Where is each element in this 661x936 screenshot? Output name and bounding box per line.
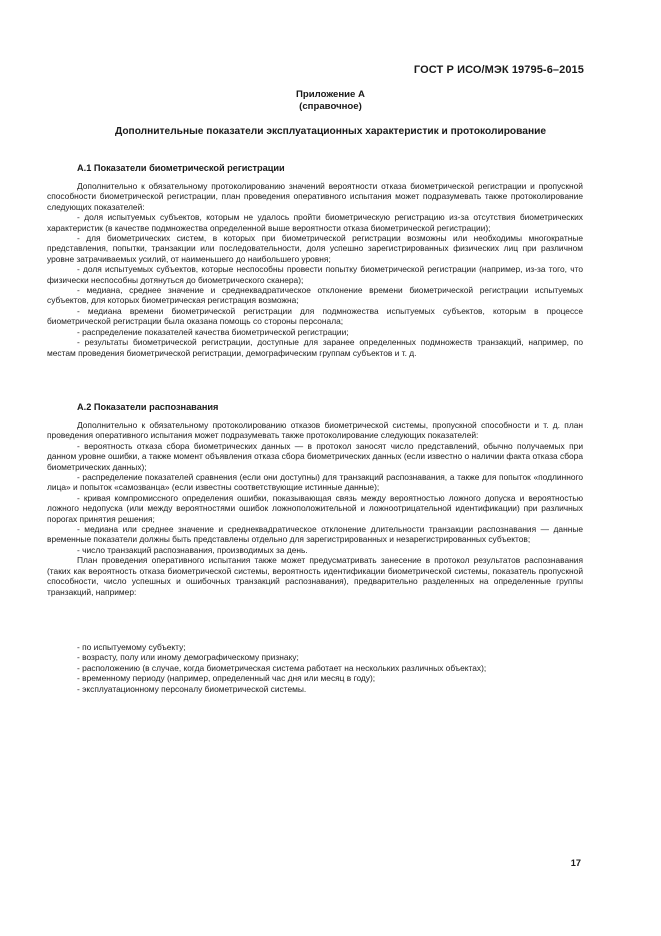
paragraph: - доля испытуемых субъектов, которые неспособны провести попытку биометрической регистрации (например, из-за того, что физически неспособны дотянуться до биометрического сканера); — [47, 264, 583, 285]
document-id: ГОСТ Р ИСО/МЭК 19795-6–2015 — [413, 64, 584, 76]
paragraph: - для биометрических систем, в которых при биометрической регистрации возможны или необходимы многократные представления, попытки, транзакции или последовательности, доля успешно зарегистрированных физических лиц при различном уровне затрачиваемых усилий, от наименьшего до наибольшего уровня; — [47, 233, 583, 264]
annex-type: (справочное) — [299, 101, 362, 112]
paragraph: - число транзакций распознавания, производимых за день. — [77, 544, 308, 555]
annex-title: Приложение А — [296, 89, 365, 100]
list-item: - временному периоду (например, определенный час дня или месяц в году); — [77, 673, 376, 684]
page-number: 17 — [570, 858, 581, 868]
paragraph: - медиана или среднее значение и среднеквадратическое отклонение длительности транзакции распознавания — данные временные показатели должны быть представлены отдельно для зарегистрированных и незарегистрированных субъектов; — [47, 524, 583, 545]
list-item: - по испытуемому субъекту; — [77, 642, 186, 652]
paragraph: - кривая компромиссного определения ошибки, показывающая связь между вероятностью ложного допуска и вероятностью ложного недопуска (или между вероятностями ошибок ложноположительной и ложноотрицательной идентификации) при различных порогах принятия решения; — [47, 492, 583, 524]
paragraph: План проведения оперативного испытания также может предусматривать занесение в протокол результатов распознавания (таких как вероятность отказа биометрической системы, вероятность идентификации биометрической системы, показатель пропускной способности, число успешных и ошибочных транзакций распознавания), предварительно разделенных на определенные группы транзакций, например: — [47, 555, 583, 597]
paragraph: - вероятность отказа сбора биометрических данных — в протокол заносят число представлений, обычно получаемых при данном уровне ошибки, а также момент объявления отказа сбора биометрических данных (если известно о наличии факта отказа сбора биометрических данных); — [47, 440, 583, 472]
section-a1-body — [47, 181, 583, 358]
main-title: Дополнительные показатели эксплуатационных характеристик и протоколирование — [114, 126, 547, 137]
list-item: - расположению (в случае, когда биометрическая система работает на нескольких различных объектах); — [77, 662, 487, 673]
list-item: - возрасту, полу или иному демографическому признаку; — [77, 652, 299, 663]
paragraph: Дополнительно к обязательному протоколированию отказов биометрической системы, пропускной способности и т. д. план проведения оперативного испытания может подразумевать также протоколирование следующих показателей: — [47, 420, 583, 441]
paragraph: Дополнительно к обязательному протоколированию значений вероятности отказа биометрической регистрации и пропускной способности биометрической регистрации, план проведения оперативного испытания может подразумевать также протоколирование следующих показателей: — [47, 181, 583, 212]
paragraph: - результаты биометрической регистрации, доступные для заранее определенных подмножеств транзакций, например, по местам проведения биометрической регистрации, демографическим группам субъектов и т. д. — [47, 337, 583, 358]
section-heading-a2: А.2 Показатели распознавания — [77, 402, 219, 412]
grouping-list — [77, 642, 583, 694]
paragraph: - распределение показателей качества биометрической регистрации; — [77, 326, 349, 337]
list-item: - эксплуатационному персоналу биометрической системы. — [77, 683, 307, 694]
section-a2-body — [47, 420, 583, 597]
section-heading-a1: А.1 Показатели биометрической регистрации — [77, 163, 285, 173]
paragraph: - медиана, среднее значение и среднеквадратическое отклонение времени биометрической регистрации испытуемых субъектов, для которых биометрическая регистрация возможна; — [47, 285, 583, 306]
paragraph: - доля испытуемых субъектов, которым не удалось пройти биометрическую регистрацию из-за отсутствия биометрических характеристик (в качестве подмножества определенной выше вероятности отказа биометрической регистрации); — [47, 212, 583, 233]
paragraph: - распределение показателей сравнения (если они доступны) для транзакций распознавания, а также для попыток «подлинного лица» и попыток «самозванца» (если известны соответствующие истинные данные); — [47, 472, 583, 493]
paragraph: - медиана времени биометрической регистрации для подмножества испытуемых субъектов, которым в процессе биометрической регистрации была оказана помощь со стороны персонала; — [47, 305, 583, 327]
